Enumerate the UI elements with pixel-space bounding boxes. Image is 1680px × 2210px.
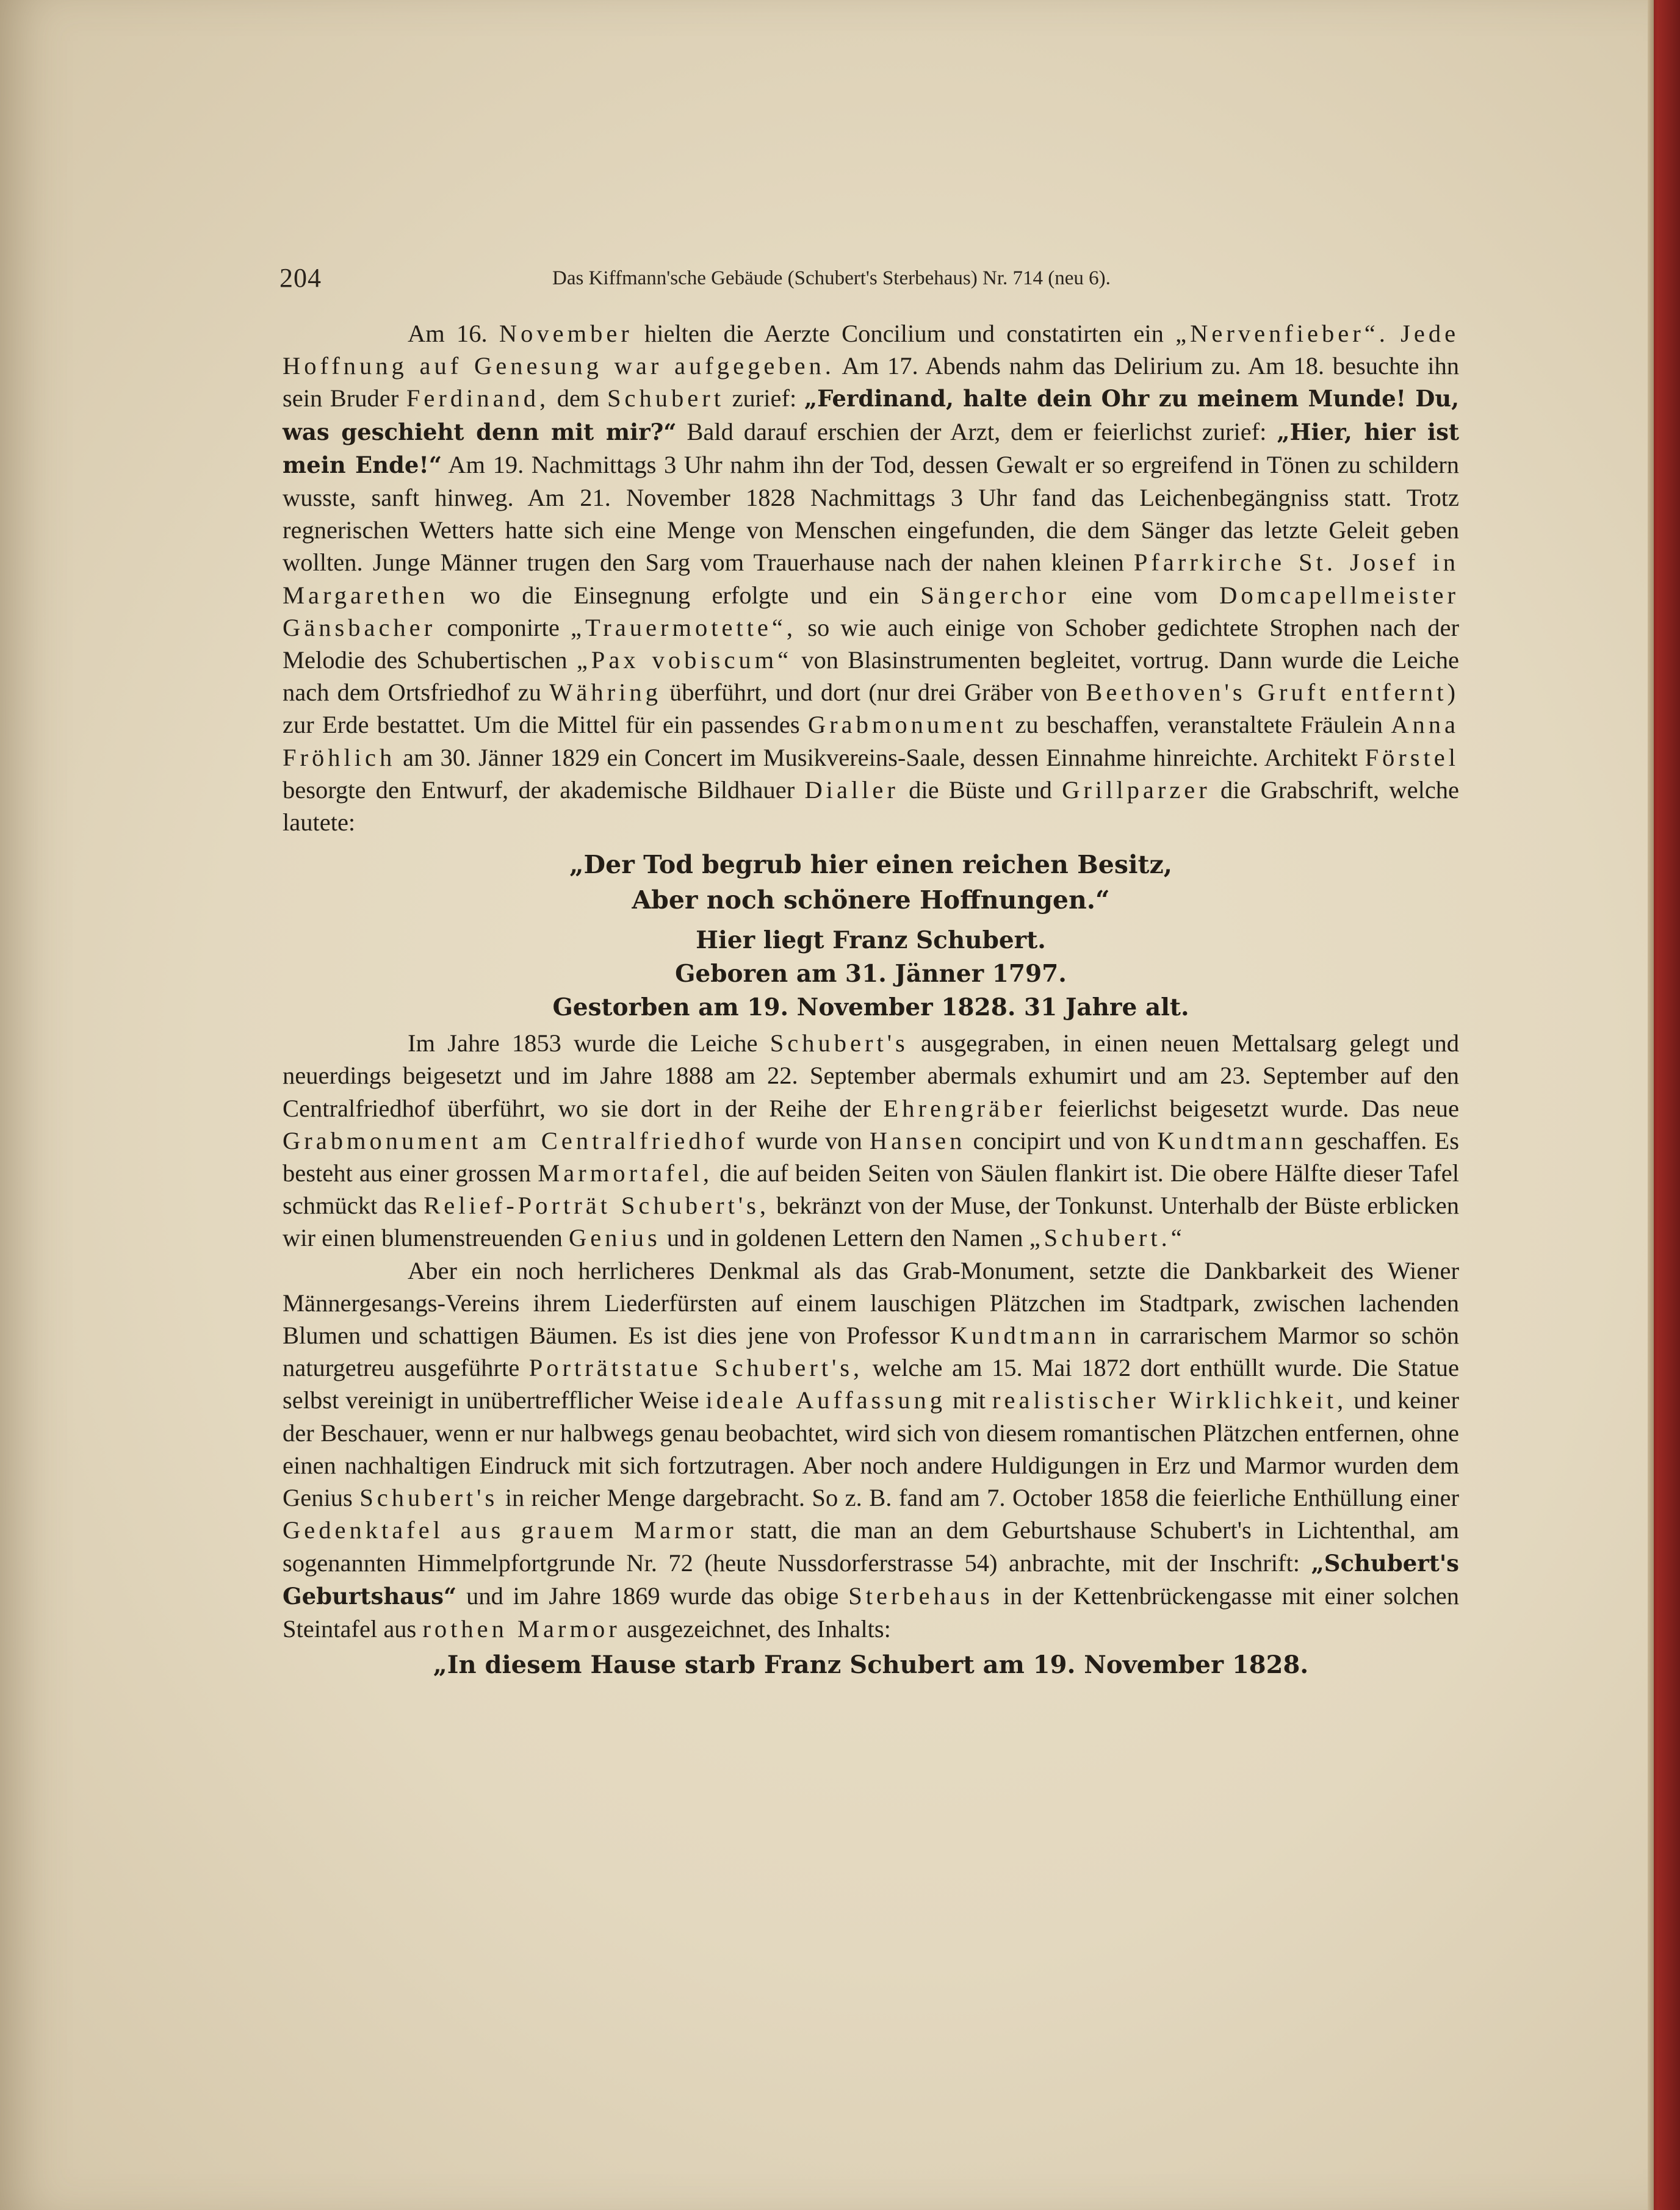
spaced-text: Grabmonument am Centralfriedhof (283, 1126, 749, 1154)
text: die Büste und (909, 776, 1052, 804)
inscription-line: Hier liegt Franz Schubert. (696, 926, 1046, 955)
spaced-text: ideale Auffassung (705, 1386, 946, 1414)
text: Bald darauf erschien der Arzt, dem er feierlichst zurief: (687, 417, 1267, 445)
spaced-text: Marmortafel, (538, 1159, 713, 1187)
text: überführt, und dort (nur drei Gräber von (669, 678, 1078, 707)
text: Im Jahre 1853 wurde die Leiche (408, 1029, 758, 1057)
spaced-text: „Trauermotette“, (570, 613, 797, 641)
text: in reicher Menge dargebracht. So z. B. fand am 7. October 1858 die feierliche Enthüllung einer (505, 1484, 1460, 1512)
text: und keiner der Beschauer, wenn er nur halbwegs genau beobachtet, wird sich von diesem romantischen Plätzchen entfernen, ohne einen nachhaltigen Eindruck mit sich fortzutragen. Aber noch andere Huldigungen in Erz und Marmor wurden dem Genius (283, 1386, 1460, 1512)
spaced-text: November (499, 320, 633, 347)
spaced-text: Gedenktafel aus grauem Marmor (283, 1516, 737, 1544)
spaced-text: Grillparzer (1062, 776, 1211, 804)
text: hielten die Aerzte Concilium und constatirten ein (644, 320, 1164, 347)
fraktur-quote: „Hier, hier ist mein Ende!“ (283, 418, 1459, 478)
text: von Blasinstrumenten begleitet, vortrug. Dann wurde die Leiche nach dem Ortsfriedhof zu (283, 646, 1459, 707)
epitaph-verse (283, 847, 1459, 918)
text: wo die Einsegnung erfolgte und ein (470, 581, 899, 609)
spaced-text: Sterbehaus (848, 1582, 993, 1610)
spaced-text: Beethoven's Gruft entfernt) (1086, 678, 1460, 707)
text: concipirt und von (973, 1126, 1150, 1154)
spaced-text: Dialler (804, 776, 899, 804)
spaced-text: rothen Marmor (422, 1614, 621, 1643)
page-number: 204 (279, 263, 322, 293)
text: zurief: (732, 384, 797, 412)
spaced-text: Relief-Porträt Schubert's, (424, 1192, 770, 1220)
spaced-text: Hansen (869, 1126, 966, 1154)
text: zur Erde bestattet. Um die Mittel für ein passendes (283, 711, 800, 739)
text: geschaffen. Es besteht aus einer grossen (283, 1126, 1460, 1187)
spaced-text: „Nervenfieber“. (1175, 320, 1389, 347)
book-cover-edge (1648, 0, 1680, 2210)
text: Am 16. (408, 320, 488, 347)
text: am 30. Jänner 1829 ein Concert im Musikvereins-Saale, dessen Einnahme hinreichte. Architekt (403, 743, 1358, 771)
spaced-text: Domcapellmeister Gänsbacher (283, 581, 1459, 641)
text: bekränzt von der Muse, der Tonkunst. Unterhalb der Büste erblicken wir einen blumenstreuenden (283, 1192, 1459, 1252)
text: und im Jahre 1869 wurde das obige (466, 1582, 839, 1610)
spaced-text: realistischer Wirklichkeit, (992, 1386, 1347, 1414)
spaced-text: „Pax vobiscum“ (576, 646, 793, 674)
text: feierlichst beigesetzt wurde. Das neue (1058, 1094, 1459, 1122)
spaced-text: Schubert's (770, 1029, 909, 1057)
text: welche am 15. Mai 1872 dort enthüllt wurde. Die Statue selbst vereinigt in unübertrefflicher Weise (283, 1354, 1459, 1414)
text: die Grabschrift, welche lautete: (283, 776, 1460, 837)
text: und in goldenen Lettern den Namen (666, 1224, 1023, 1252)
text: dem (557, 384, 600, 412)
text: ausgegraben, in einen neuen Mettalsarg gelegt und neuerdings beigesetzt und im Jahre 1888 am 22. September abermals exhumirt und am 23. September auf den Centralfriedhof überführt, wo sie dort in der Reihe der (283, 1029, 1460, 1122)
paragraph-death (283, 317, 1459, 838)
text: ausgezeichnet, des Inhalts: (626, 1614, 891, 1643)
spaced-text: Förstel (1365, 743, 1460, 771)
verse-line: „Der Tod begrub hier einen reichen Besitz, (569, 850, 1173, 880)
running-head: Das Kiffmann'sche Gebäude (Schubert's Sterbehaus) Nr. 714 (neu 6). (552, 267, 1111, 289)
page-edge-strip (1648, 0, 1654, 2210)
text: Am 17. Abends nahm das Delirium zu. Am 18. besuchte ihn sein Bruder (283, 352, 1460, 412)
spaced-text: Schubert's (359, 1484, 499, 1512)
page-body (283, 317, 1459, 1681)
verse-line: Aber noch schönere Hoffnungen.“ (632, 885, 1110, 915)
paragraph-monument (283, 1254, 1459, 1645)
spaced-text: Anna Fröhlich (283, 711, 1460, 771)
inscription-line: Geboren am 31. Jänner 1797. (675, 960, 1067, 988)
text: componirte (447, 613, 560, 641)
text: eine vom (1091, 581, 1198, 609)
text: wurde von (755, 1126, 862, 1154)
spaced-text: Währing (549, 678, 662, 707)
text: statt, die man an dem Geburtshause Schubert's in Lichtenthal, am sogenannten Himmelpfortgrunde Nr. 72 (heute Nussdorferstrasse 54) anbrachte, mit der Inschrift: (283, 1516, 1459, 1577)
text: in carrarischem Marmor so schön naturgetreu ausgeführte (283, 1322, 1459, 1382)
spaced-text: Pfarrkirche St. Josef in Margarethen (283, 549, 1459, 609)
spaced-text: Sängerchor (920, 581, 1070, 609)
spaced-text: Jede Hoffnung auf Genesung war aufgegeben. (283, 320, 1460, 380)
text: in der Kettenbrückengasse mit einer solchen Steintafel aus (283, 1582, 1460, 1643)
inscription-line: Gestorben am 19. November 1828. 31 Jahre alt. (552, 993, 1189, 1022)
spaced-text: Kundtmann (1157, 1126, 1307, 1154)
text: besorgte den Entwurf, der akademische Bildhauer (283, 776, 795, 804)
spaced-text: „Schubert.“ (1029, 1224, 1186, 1252)
paragraph-exhumation (283, 1027, 1459, 1254)
text: Am 19. Nachmittags 3 Uhr nahm ihn der Tod, dessen Gewalt er so ergreifend in Tönen zu schildern wusste, sanft hinweg. Am 21. November 1828 Nachmittags 3 Uhr fand das Leichenbegängniss statt. Trotz regnerischen Wetters hatte sich eine Menge von Menschen eingefunden, die dem Sänger das letzte Geleit geben wollten. Junge Männer trugen den Sarg vom Trauerhause nach der nahen kleinen (283, 450, 1459, 577)
fraktur-quote: „Schubert's Geburtshaus“ (283, 1549, 1459, 1610)
text: mit (952, 1386, 986, 1414)
final-inscription: „In diesem Hause starb Franz Schubert am 19. November 1828. (433, 1650, 1309, 1680)
spaced-text: Porträtstatue Schubert's, (528, 1354, 863, 1382)
text: Aber ein noch herrlicheres Denkmal als das Grab-Monument, setzte die Dankbarkeit des Wiener Männergesangs-Vereins ihrem Liederfürsten auf einem lauschigen Plätzchen im Stadtpark, zwischen lachenden Blumen und schattigen Bäumen. Es ist dies jene von Professor (283, 1256, 1459, 1350)
text: so wie auch einige von Schober gedichtete Strophen nach der Melodie des Schubertischen (283, 613, 1460, 674)
spaced-text: Schubert (607, 384, 724, 412)
fraktur-quote: „Ferdinand, halte dein Ohr zu meinem Munde! Du, was geschieht denn mit mir?“ (283, 385, 1460, 445)
spaced-text: Ferdinand, (406, 384, 550, 412)
tomb-inscription (283, 924, 1459, 1024)
text: die auf beiden Seiten von Säulen flankirt ist. Die obere Hälfte dieser Tafel schmückt das (283, 1159, 1459, 1220)
spaced-text: Ehrengräber (883, 1094, 1046, 1122)
spaced-text: Genius (568, 1224, 661, 1252)
text: zu beschaffen, veranstaltete Fräulein (1015, 711, 1383, 739)
spaced-text: Grabmonument (807, 711, 1008, 739)
spaced-text: Kundtmann (950, 1322, 1100, 1350)
